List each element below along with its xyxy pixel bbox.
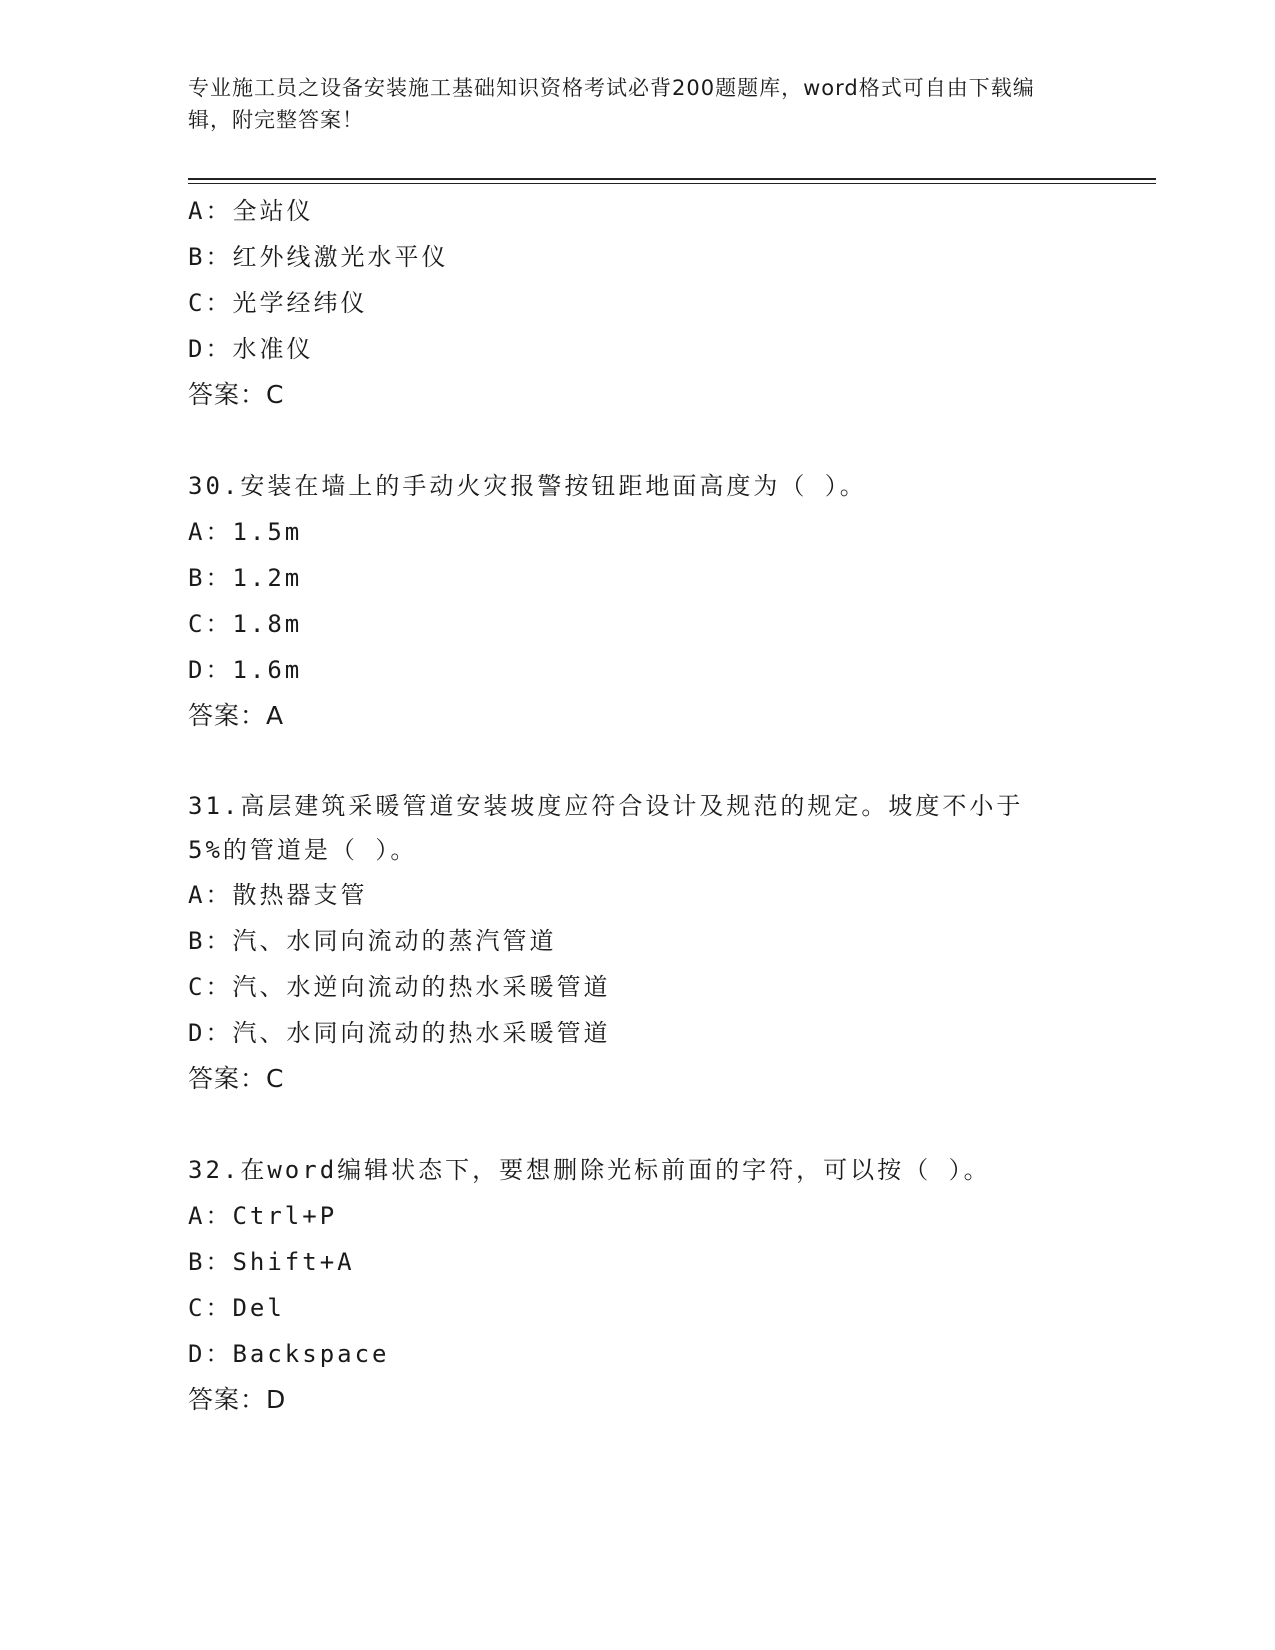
option-c: C：1.8m	[188, 610, 303, 638]
option-b: B：汽、水同向流动的蒸汽管道	[188, 927, 557, 955]
header-divider-thin	[188, 183, 1156, 184]
option-d: D：汽、水同向流动的热水采暖管道	[188, 1019, 611, 1047]
document-body	[188, 188, 1088, 1423]
question-text: 30.安装在墙上的手动火灾报警按钮距地面高度为（ ）。	[188, 472, 867, 500]
option-d: D：1.6m	[188, 656, 303, 684]
answer-line: 答案：C	[188, 380, 285, 409]
answer-line: 答案：D	[188, 1385, 287, 1414]
option-a: A：全站仪	[188, 197, 314, 225]
option-b: B：Shift+A	[188, 1248, 355, 1276]
option-c: C：Del	[188, 1294, 285, 1322]
option-d: D：水准仪	[188, 335, 314, 363]
question-30	[188, 463, 1088, 739]
option-d: D：Backspace	[188, 1340, 390, 1368]
question-text: 31.高层建筑采暖管道安装坡度应符合设计及规范的规定。坡度不小于5%的管道是（ ）。	[188, 792, 1024, 864]
option-a: A：Ctrl+P	[188, 1202, 338, 1230]
option-a: A：散热器支管	[188, 881, 368, 909]
answer-line: 答案：C	[188, 1064, 285, 1093]
question-text: 32.在word编辑状态下，要想删除光标前面的字符，可以按（ ）。	[188, 1156, 991, 1184]
partial-question	[188, 188, 1088, 418]
option-a: A：1.5m	[188, 518, 303, 546]
answer-line: 答案：A	[188, 701, 285, 730]
question-32	[188, 1147, 1088, 1423]
option-b: B：1.2m	[188, 564, 303, 592]
question-31	[188, 784, 1088, 1102]
header-title: 专业施工员之设备安装施工基础知识资格考试必背200题题库，word格式可自由下载编辑，附完整答案！	[188, 76, 1035, 132]
header-divider-thick	[188, 178, 1156, 180]
option-c: C：光学经纬仪	[188, 289, 368, 317]
option-b: B：红外线激光水平仪	[188, 243, 449, 271]
option-c: C：汽、水逆向流动的热水采暖管道	[188, 973, 611, 1001]
document-header	[188, 72, 1068, 136]
